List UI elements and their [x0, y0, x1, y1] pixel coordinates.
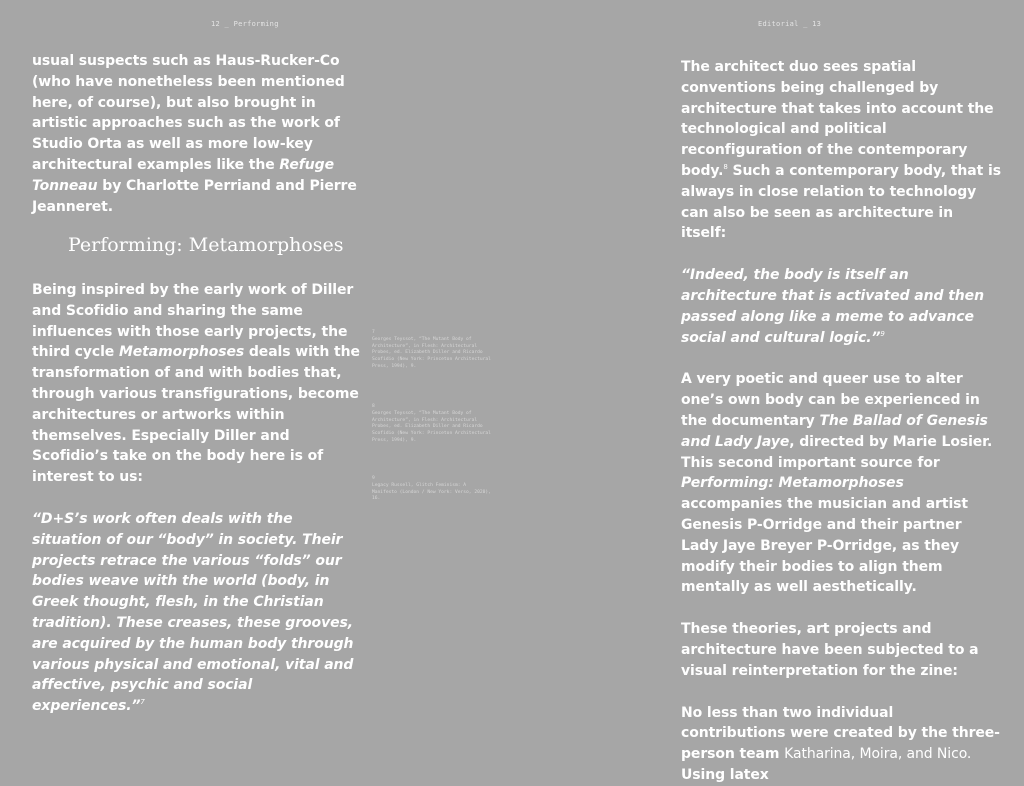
theories-paragraph: These theories, art projects and architecture have been subjected to a visual reinterpretation for the zine: [681, 621, 979, 679]
left-page-column [32, 51, 362, 217]
contributions-text-1: No less than two individual contributions were created by the three-person team [681, 704, 1000, 763]
footnote-number: 9 [372, 476, 375, 481]
footnote-9 [372, 476, 492, 503]
section-heading: Performing: Metamorphoses [68, 234, 344, 256]
footnote-text: Legacy Russell, Glitch Feminism: A Manifesto (London / New York: Verso, 2020), 16. [372, 482, 491, 502]
architect-duo-paragraph [681, 57, 1001, 244]
footnote-text: Georges Teyssot, “The Mutant Body of Architecture”, in Flesh: Architectural Probes, ed. Elizabeth Diller and Ricardo Scofidio (New York: Princeton Architectural Press, 1994), 9. [372, 336, 491, 369]
right-page-column [681, 57, 1001, 786]
intro-paragraph [32, 51, 362, 217]
footnote-8 [372, 404, 492, 445]
team-names: Katharina, Moira, and Nico. [784, 746, 972, 763]
architect-duo-text: The architect duo sees spatial conventions being challenged by architecture that takes into account the technological and political reconfiguration of the contemporary body. [681, 59, 994, 179]
contributions-paragraph [681, 703, 1001, 786]
documentary-italic-project: Performing: Metamorphoses [681, 475, 904, 492]
running-head-left: 12 _ Performing [211, 20, 279, 28]
documentary-text-1: A very poetic and queer use to alter one’s own body can be experienced in the documentary [681, 371, 980, 429]
footnote-ref-8[interactable]: 8 [723, 162, 728, 171]
russell-quote [681, 265, 1001, 348]
diller-scofidio-quote [32, 509, 362, 717]
architect-duo-text-2: Such a contemporary body, that is always in close relation to technology can also be seen as architecture in itself: [681, 162, 1001, 242]
footnote-ref-9[interactable]: 9 [880, 329, 885, 338]
documentary-text-3: accompanies the musician and artist Genesis P-Orridge and their partner Lady Jaye Breyer P-Orridge, as they modify their bodies to align them mentally as well aesthetically. [681, 496, 968, 596]
metamorphoses-paragraph [32, 280, 362, 488]
footnote-number: 8 [372, 404, 375, 409]
documentary-italic-title: The Ballad of Genesis and Lady Jaye [681, 412, 988, 450]
footnote-7 [372, 330, 492, 371]
metamorphoses-text-1: Being inspired by the early work of Diller and Scofidio and sharing the same influences with those early projects, the third cycle [32, 282, 354, 361]
running-head-right: Editorial _ 13 [758, 20, 822, 28]
documentary-text-2: , directed by Marie Losier. This second important source for [681, 433, 993, 471]
intro-italic-title: Refuge Tonneau [32, 156, 334, 194]
intro-text-1: usual suspects such as Haus-Rucker-Co (who have nonetheless been mentioned here, of course), but also brought in artistic approaches such as the work of Studio Orta as well as more low-key architectural examples like the [32, 53, 345, 173]
footnote-text: Georges Teyssot, “The Mutant Body of Architecture”, in Flesh: Architectural Probes, ed. Elizabeth Diller and Ricardo Scofidio (New York: Princeton Architectural Press, 1994), 9. [372, 410, 491, 443]
footnote-number: 7 [372, 330, 375, 335]
quote-text: “D+S’s work often deals with the situation of our “body” in society. Their projects retrace the various “folds” our bodies weave with the world (body, in Greek thought, flesh, in the Christian tradition). These creases, these grooves, are acquired by the human body through various physical and emotional, vital and affective, psychic and social experiences.” [32, 510, 354, 715]
footnote-ref-7[interactable]: 7 [140, 698, 145, 707]
intro-text-2: by Charlotte Perriand and Pierre Jeanneret. [32, 177, 357, 215]
contributions-text-2: Using latex [681, 766, 769, 783]
left-page-body [32, 280, 362, 717]
metamorphoses-text-2: deals with the transformation of and with bodies that, through various transfigurations, become architectures or artworks within themselves. Especially Diller and Scofidio’s take on the body here is of interest to us: [32, 344, 360, 486]
metamorphoses-italic-title: Metamorphoses [118, 344, 245, 361]
russell-quote-text: “Indeed, the body is itself an architecture that is activated and then passed along like a meme to advance social and cultural logic.” [681, 267, 984, 346]
documentary-paragraph [681, 369, 1001, 598]
